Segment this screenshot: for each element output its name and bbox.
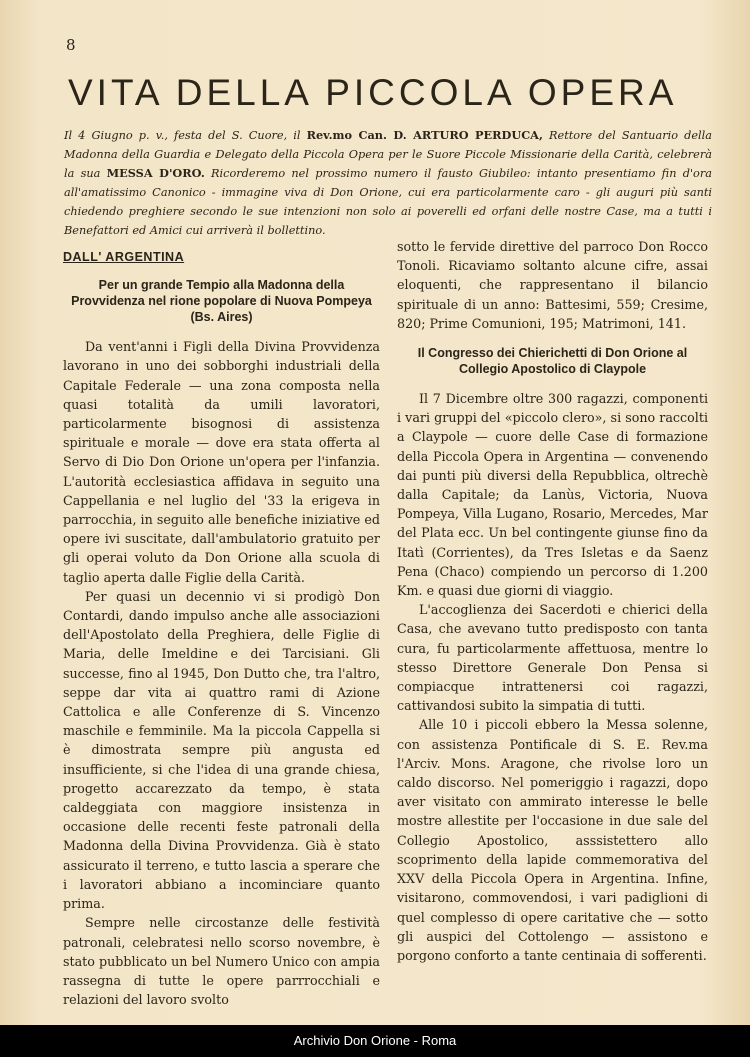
intro-paragraph xyxy=(64,126,712,240)
article1-paragraph-1: Da vent'anni i Figli della Divina Provvidenza lavorano in uno dei sobborghi industriali della Capitale Federale — una zona composta nella quasi totalità da umili lavoratori, particolarmente bisognosi di assistenza spirituale e morale — dove era stata offerta al Servo di Dio Don Orione un'opera per l'infanzia. L'autorità ecclesiastica affidava in seguito una Cappellania e nel luglio del '33 la erigeva in parrocchia, in seguito alle benefiche iniziative ed opere ivi suscitate, dall'ambulatorio gratuito per gli operai voluto da Don Orione alla scuola di taglio aperta dalle Figlie della Carità. xyxy=(63,339,380,585)
article1-heading: Per un grande Tempio alla Madonna della Provvidenza nel rione popolare di Nuova Pompeya (Bs. Aires) xyxy=(71,278,372,325)
intro-part3: Ricorderemo nel prossimo numero il fausto Giubileo: intanto presentiamo fin d'ora all'amatissimo Canonico - immagine viva di Don Orione, cui era particolarmente caro - gli auguri più santi chiedendo preghiere secondo le sue intenzioni non solo ai poverelli ed orfani delle nostre Case, ma a tutti i Benefattori ed Amici cui arriverà il bollettino. xyxy=(64,167,712,237)
column-right xyxy=(397,237,708,965)
article2-paragraph-3: Alle 10 i piccoli ebbero la Messa solenne, con assistenza Pontificale di S. E. Rev.ma l'Arciv. Mons. Aragone, che rivolse loro un caldo discorso. Nel pomeriggio i ragazzi, dopo aver visitato con ammirato interesse le belle mostre allestite per l'occasione in due sale del Collegio Apostolico, asssistettero allo scoprimento della lapide commemorativa del XXV della Piccola Opera in Argentina. Infine, visitarono, commovendosi, i vari padiglioni di quel complesso di opere caritative che — sotto gli auspici del Cottolengo — assistono e porgono conforto a tante centinaia di sofferenti. xyxy=(397,717,708,963)
section-heading: DALL' ARGENTINA xyxy=(63,250,185,264)
article2-heading: Il Congresso dei Chierichetti di Don Orione al Collegio Apostolico di Claypole xyxy=(417,346,688,377)
page-number: 8 xyxy=(66,36,76,54)
archive-footer-text: Archivio Don Orione - Roma xyxy=(293,1033,457,1048)
page-title: VITA DELLA PICCOLA OPERA xyxy=(68,72,678,113)
article1-paragraph-3: Sempre nelle circostanze delle festività patronali, celebratesi nello scorso novembre, è stato pubblicato un bel Numero Unico con ampia rassegna di tutte le opere parrrocchiali e relazioni del lavoro svolto xyxy=(63,915,380,1008)
intro-part1: Il 4 Giugno p. v., festa del S. Cuore, il xyxy=(64,129,307,142)
intro-part2: Rettore del Santuario della Madonna della Guardia e Delegato della Piccola Opera per le Suore Piccole Missionarie della Carità, celebrerà la sua xyxy=(64,129,712,180)
archive-footer-bar xyxy=(0,1025,750,1057)
intro-event: MESSA D'ORO. xyxy=(106,166,205,180)
article2-paragraph-2: L'accoglienza dei Sacerdoti e chierici della Casa, che avevano tutto predisposto con tanta cura, fu particolarmente affettuosa, mentre lo stesso Direttore Generale Don Pensa si compiacque intrattenersi coi ragazzi, cattivandosi subito la simpatia di tutti. xyxy=(397,602,708,714)
column-left xyxy=(63,248,380,1009)
article2-paragraph-1: Il 7 Dicembre oltre 300 ragazzi, componenti i vari gruppi del «piccolo clero», si sono raccolti a Claypole — cuore delle Case di formazione della Piccola Opera in Argentina — convenendo dai punti più diversi della Repubblica, oltrechè dalla Capitale; da Lanùs, Victoria, Nuova Pompeya, Villa Lugano, Rosario, Mercedes, Mar del Plata ecc. Un bel contingente giunse fino da Itatì (Corrientes), da Tres Isletas e da Saenz Pena (Chaco) compiendo un percorso di 1.200 Km. e quasi due giorni di viaggio. xyxy=(397,391,708,599)
intro-name: Rev.mo Can. D. ARTURO PERDUCA, xyxy=(306,128,543,142)
article1-paragraph-2: Per quasi un decennio vi si prodigò Don Contardi, dando impulso anche alle associazioni dell'Apostolato della Preghiera, delle Figlie di Maria, delle Imeldine e dei Tarcisiani. Gli successe, fino al 1945, Don Dutto che, tra l'altro, seppe dar vita ai quattro rami di Azione Cattolica e alle Conferenze di S. Vincenzo maschile e femminile. Ma la piccola Cappella si è dimostrata sempre più angusta ed insufficiente, si che l'idea di una grande chiesa, progetto accarezzato da tempo, è stata caldeggiata con maggiore insistenza in occasione delle recenti feste patronali della Madonna della Divina Provvidenza. Già è stato assicurato il terreno, e tutto lascia a sperare che i lavoratori abbiano a incominciare quanto prima. xyxy=(63,588,380,912)
article1-paragraph-3-continued: sotto le fervide direttive del parroco Don Rocco Tonoli. Ricaviamo soltanto alcune cifre, assai eloquenti, che rappresentano il bilancio spirituale di un anno: Battesimi, 559; Cresime, 820; Prime Comunioni, 195; Matrimoni, 141. xyxy=(397,239,708,331)
